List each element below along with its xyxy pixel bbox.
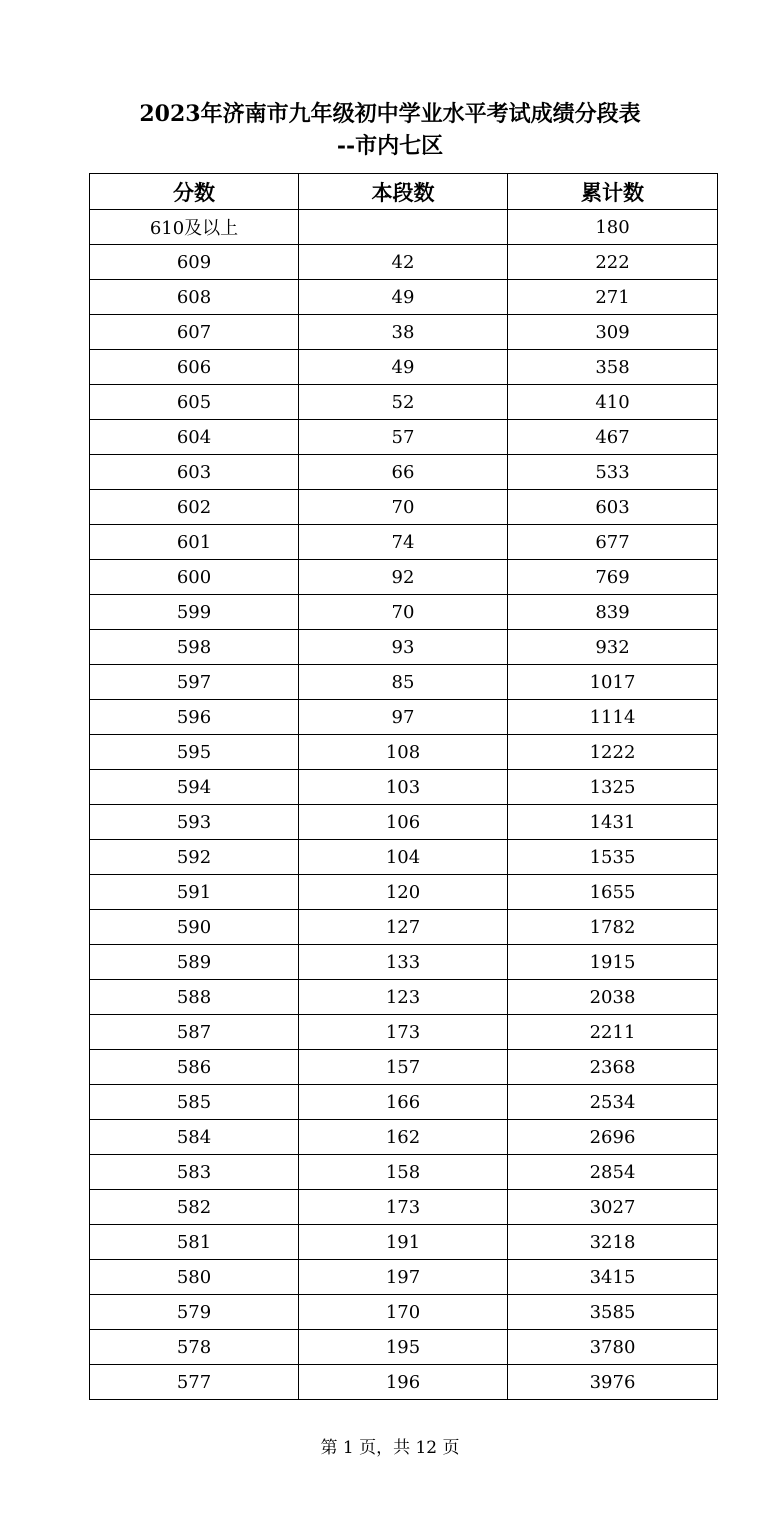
table-row bbox=[90, 1085, 718, 1120]
table-row bbox=[90, 840, 718, 875]
cell-segment-count: 104 bbox=[299, 840, 508, 875]
cell-score: 594 bbox=[90, 770, 299, 805]
cell-score: 599 bbox=[90, 595, 299, 630]
cell-segment-count bbox=[299, 210, 508, 245]
cell-segment-count: 162 bbox=[299, 1120, 508, 1155]
table-row bbox=[90, 735, 718, 770]
cell-cumulative-count: 769 bbox=[508, 560, 718, 595]
cell-segment-count: 158 bbox=[299, 1155, 508, 1190]
cell-score: 588 bbox=[90, 980, 299, 1015]
cell-score: 603 bbox=[90, 455, 299, 490]
cell-cumulative-count: 222 bbox=[508, 245, 718, 280]
cell-score: 610及以上 bbox=[90, 210, 299, 245]
cell-score: 592 bbox=[90, 840, 299, 875]
cell-segment-count: 97 bbox=[299, 700, 508, 735]
cell-cumulative-count: 533 bbox=[508, 455, 718, 490]
cell-cumulative-count: 1915 bbox=[508, 945, 718, 980]
cell-cumulative-count: 2534 bbox=[508, 1085, 718, 1120]
cell-cumulative-count: 3585 bbox=[508, 1295, 718, 1330]
cell-cumulative-count: 410 bbox=[508, 385, 718, 420]
cell-cumulative-count: 3976 bbox=[508, 1365, 718, 1400]
cell-cumulative-count: 358 bbox=[508, 350, 718, 385]
table-row bbox=[90, 560, 718, 595]
cell-segment-count: 123 bbox=[299, 980, 508, 1015]
table-row bbox=[90, 770, 718, 805]
cell-cumulative-count: 1325 bbox=[508, 770, 718, 805]
cell-segment-count: 66 bbox=[299, 455, 508, 490]
cell-segment-count: 173 bbox=[299, 1015, 508, 1050]
cell-segment-count: 92 bbox=[299, 560, 508, 595]
cell-segment-count: 38 bbox=[299, 315, 508, 350]
cell-segment-count: 157 bbox=[299, 1050, 508, 1085]
table-row bbox=[90, 945, 718, 980]
cell-score: 581 bbox=[90, 1225, 299, 1260]
table-row bbox=[90, 525, 718, 560]
cell-cumulative-count: 603 bbox=[508, 490, 718, 525]
cell-cumulative-count: 677 bbox=[508, 525, 718, 560]
table-header-row bbox=[90, 174, 718, 210]
cell-segment-count: 191 bbox=[299, 1225, 508, 1260]
cell-cumulative-count: 1114 bbox=[508, 700, 718, 735]
cell-cumulative-count: 1431 bbox=[508, 805, 718, 840]
cell-segment-count: 49 bbox=[299, 280, 508, 315]
table-row bbox=[90, 1015, 718, 1050]
table-row bbox=[90, 1365, 718, 1400]
cell-score: 583 bbox=[90, 1155, 299, 1190]
cell-segment-count: 49 bbox=[299, 350, 508, 385]
cell-score: 577 bbox=[90, 1365, 299, 1400]
cell-score: 598 bbox=[90, 630, 299, 665]
table-row bbox=[90, 805, 718, 840]
cell-score: 591 bbox=[90, 875, 299, 910]
cell-cumulative-count: 1535 bbox=[508, 840, 718, 875]
cell-score: 584 bbox=[90, 1120, 299, 1155]
cell-cumulative-count: 2211 bbox=[508, 1015, 718, 1050]
cell-cumulative-count: 1222 bbox=[508, 735, 718, 770]
cell-segment-count: 166 bbox=[299, 1085, 508, 1120]
table-row bbox=[90, 1330, 718, 1365]
cell-cumulative-count: 2854 bbox=[508, 1155, 718, 1190]
cell-score: 578 bbox=[90, 1330, 299, 1365]
cell-cumulative-count: 180 bbox=[508, 210, 718, 245]
cell-segment-count: 170 bbox=[299, 1295, 508, 1330]
table-row bbox=[90, 1225, 718, 1260]
cell-segment-count: 74 bbox=[299, 525, 508, 560]
cell-segment-count: 108 bbox=[299, 735, 508, 770]
cell-segment-count: 93 bbox=[299, 630, 508, 665]
cell-segment-count: 173 bbox=[299, 1190, 508, 1225]
cell-score: 605 bbox=[90, 385, 299, 420]
table-row bbox=[90, 1120, 718, 1155]
score-distribution-table bbox=[89, 173, 718, 1400]
cell-score: 596 bbox=[90, 700, 299, 735]
table-row bbox=[90, 210, 718, 245]
cell-segment-count: 197 bbox=[299, 1260, 508, 1295]
cell-cumulative-count: 932 bbox=[508, 630, 718, 665]
cell-score: 604 bbox=[90, 420, 299, 455]
cell-cumulative-count: 1017 bbox=[508, 665, 718, 700]
cell-cumulative-count: 3780 bbox=[508, 1330, 718, 1365]
cell-score: 595 bbox=[90, 735, 299, 770]
cell-cumulative-count: 467 bbox=[508, 420, 718, 455]
cell-segment-count: 70 bbox=[299, 490, 508, 525]
cell-segment-count: 196 bbox=[299, 1365, 508, 1400]
table-row bbox=[90, 630, 718, 665]
cell-score: 601 bbox=[90, 525, 299, 560]
cell-score: 590 bbox=[90, 910, 299, 945]
table-row bbox=[90, 490, 718, 525]
table-row bbox=[90, 875, 718, 910]
table-row bbox=[90, 245, 718, 280]
cell-score: 606 bbox=[90, 350, 299, 385]
table-row bbox=[90, 420, 718, 455]
table-row bbox=[90, 1155, 718, 1190]
cell-score: 597 bbox=[90, 665, 299, 700]
cell-score: 586 bbox=[90, 1050, 299, 1085]
cell-score: 609 bbox=[90, 245, 299, 280]
cell-cumulative-count: 3415 bbox=[508, 1260, 718, 1295]
table-row bbox=[90, 455, 718, 490]
table-row bbox=[90, 980, 718, 1015]
cell-cumulative-count: 2368 bbox=[508, 1050, 718, 1085]
cell-segment-count: 127 bbox=[299, 910, 508, 945]
table-row bbox=[90, 350, 718, 385]
page-title: 2023年济南市九年级初中学业水平考试成绩分段表 bbox=[139, 101, 641, 127]
cell-score: 587 bbox=[90, 1015, 299, 1050]
table-row bbox=[90, 665, 718, 700]
cell-cumulative-count: 309 bbox=[508, 315, 718, 350]
cell-score: 607 bbox=[90, 315, 299, 350]
cell-score: 580 bbox=[90, 1260, 299, 1295]
cell-score: 585 bbox=[90, 1085, 299, 1120]
cell-score: 602 bbox=[90, 490, 299, 525]
cell-segment-count: 103 bbox=[299, 770, 508, 805]
table-row bbox=[90, 595, 718, 630]
cell-segment-count: 57 bbox=[299, 420, 508, 455]
cell-score: 579 bbox=[90, 1295, 299, 1330]
cell-segment-count: 133 bbox=[299, 945, 508, 980]
table-row bbox=[90, 1295, 718, 1330]
cell-cumulative-count: 2038 bbox=[508, 980, 718, 1015]
table-row bbox=[90, 700, 718, 735]
cell-cumulative-count: 2696 bbox=[508, 1120, 718, 1155]
table-row bbox=[90, 1260, 718, 1295]
cell-segment-count: 195 bbox=[299, 1330, 508, 1365]
table-body bbox=[90, 210, 718, 1400]
cell-cumulative-count: 1655 bbox=[508, 875, 718, 910]
table-row bbox=[90, 1190, 718, 1225]
column-header-score: 分数 bbox=[90, 174, 299, 210]
cell-score: 600 bbox=[90, 560, 299, 595]
cell-segment-count: 70 bbox=[299, 595, 508, 630]
page-subtitle: --市内七区 bbox=[336, 133, 444, 159]
cell-score: 593 bbox=[90, 805, 299, 840]
cell-segment-count: 52 bbox=[299, 385, 508, 420]
cell-cumulative-count: 3027 bbox=[508, 1190, 718, 1225]
cell-cumulative-count: 1782 bbox=[508, 910, 718, 945]
cell-cumulative-count: 839 bbox=[508, 595, 718, 630]
column-header-segment-count: 本段数 bbox=[299, 174, 508, 210]
cell-score: 608 bbox=[90, 280, 299, 315]
cell-segment-count: 120 bbox=[299, 875, 508, 910]
page-number-footer: 第 1 页，共 12 页 bbox=[320, 1438, 460, 1458]
cell-segment-count: 85 bbox=[299, 665, 508, 700]
table-row bbox=[90, 315, 718, 350]
cell-cumulative-count: 271 bbox=[508, 280, 718, 315]
cell-segment-count: 106 bbox=[299, 805, 508, 840]
cell-segment-count: 42 bbox=[299, 245, 508, 280]
column-header-cumulative-count: 累计数 bbox=[508, 174, 718, 210]
cell-score: 589 bbox=[90, 945, 299, 980]
cell-cumulative-count: 3218 bbox=[508, 1225, 718, 1260]
cell-score: 582 bbox=[90, 1190, 299, 1225]
table-row bbox=[90, 280, 718, 315]
table-row bbox=[90, 385, 718, 420]
table-row bbox=[90, 1050, 718, 1085]
table-row bbox=[90, 910, 718, 945]
